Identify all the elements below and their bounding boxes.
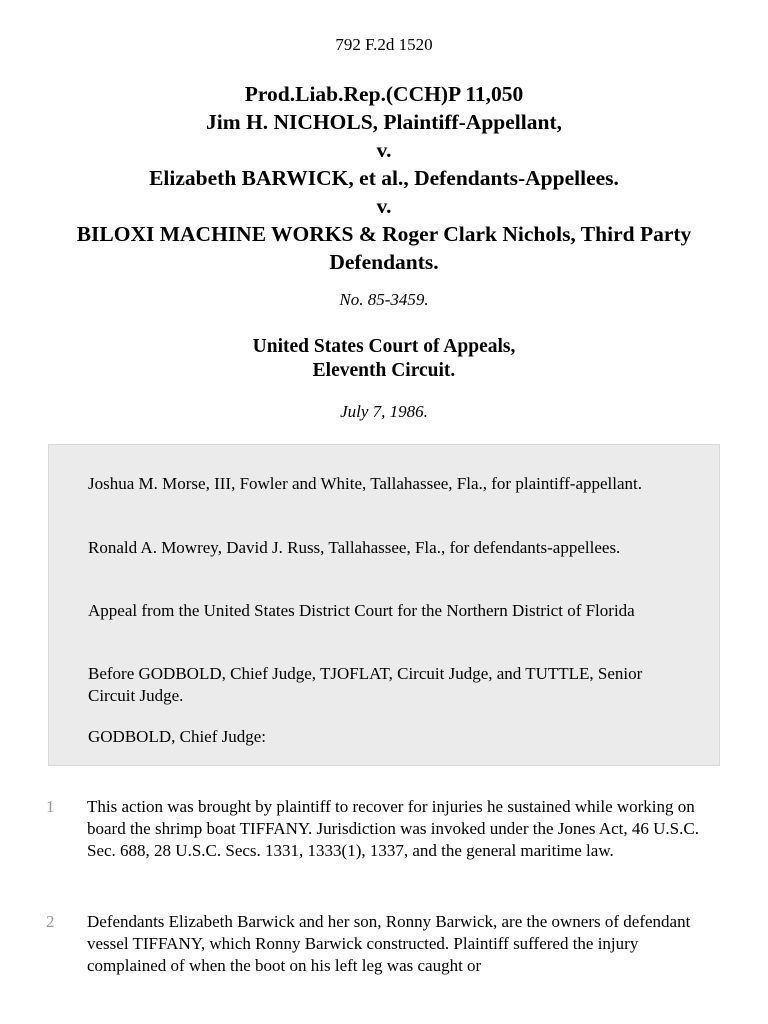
reporter-citation: Prod.Liab.Rep.(CCH)P 11,050 [244, 82, 524, 106]
case-title [48, 80, 720, 276]
docket-number: No. 85-3459. [339, 290, 429, 309]
counsel-defendants: Ronald A. Mowrey, David J. Russ, Tallahassee, Fla., for defendants-appellees. [88, 538, 621, 557]
appeal-origin: Appeal from the United States District Court for the Northern District of Florida [88, 601, 635, 620]
court-name [0, 335, 768, 383]
third-party-defendants: BILOXI MACHINE WORKS & Roger Clark Nichols, Third Party Defendants. [76, 222, 692, 274]
court-name-line1: United States Court of Appeals, [252, 336, 516, 357]
paragraph-text: Defendants Elizabeth Barwick and her son, Ronny Barwick, are the owners of defendant vessel TIFFANY, which Ronny Barwick constructed. Plaintiff suffered the injury complained of when the boot on his left leg was caught or [87, 912, 691, 975]
opinion-author: GODBOLD, Chief Judge: [88, 727, 267, 746]
counsel-plaintiff: Joshua M. Morse, III, Fowler and White, Tallahassee, Fla., for plaintiff-appellant. [88, 474, 643, 493]
panel-judges: Before GODBOLD, Chief Judge, TJOFLAT, Circuit Judge, and TUTTLE, Senior Circuit Judge. [88, 664, 643, 705]
plaintiff-name: Jim H. NICHOLS, Plaintiff-Appellant, [206, 110, 562, 134]
paragraph-number: 2 [46, 912, 55, 931]
case-citation: 792 F.2d 1520 [335, 35, 433, 54]
versus-label: v. [376, 138, 392, 162]
decision-date: July 7, 1986. [340, 402, 428, 421]
counsel-box [48, 444, 720, 766]
court-name-line2: Eleventh Circuit. [312, 360, 456, 381]
versus-label-2: v. [376, 194, 392, 218]
paragraph-text: This action was brought by plaintiff to recover for injuries he sustained while working on board the shrimp boat TIFFANY. Jurisdiction was invoked under the Jones Act, 46 U.S.C. Sec. 688, 28 U.S.C. Secs. 1331, 1333(1), 1337, and the general maritime law. [87, 797, 699, 860]
paragraph-number: 1 [46, 797, 55, 816]
defendant-name: Elizabeth BARWICK, et al., Defendants-Appellees. [149, 166, 619, 190]
